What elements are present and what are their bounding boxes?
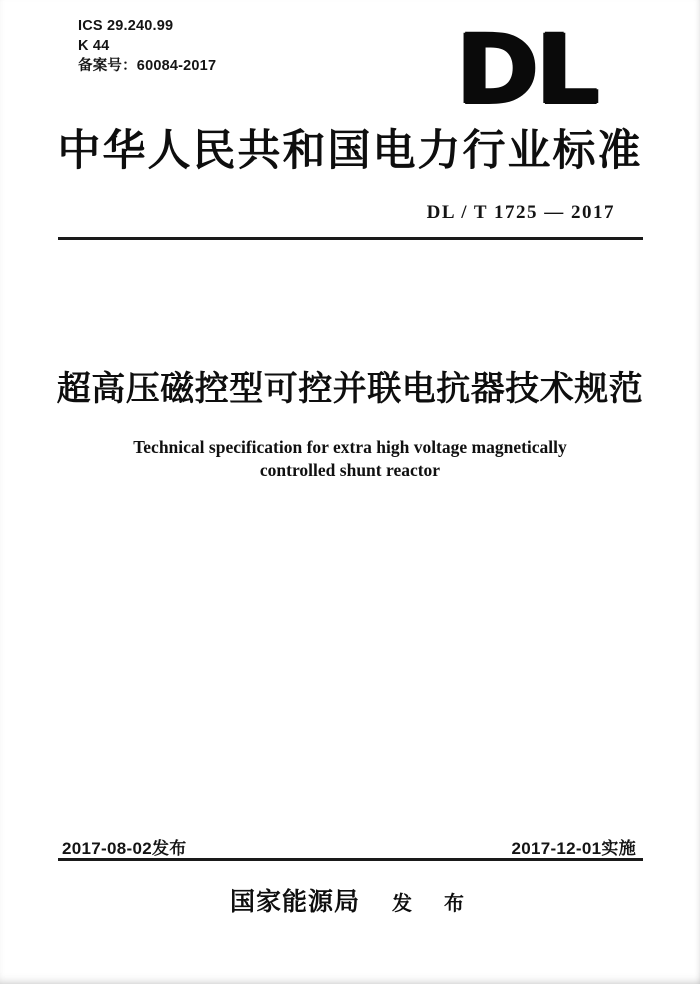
standard-type-heading: 中华人民共和国电力行业标准 bbox=[57, 128, 643, 175]
standard-title-cn: 超高压磁控型可控并联电抗器技术规范 bbox=[56, 370, 644, 408]
footer-rule bbox=[58, 858, 643, 861]
standard-title-en-line1: Technical specification for extra high voltage magnetically bbox=[133, 437, 567, 457]
record-number: 备案号：60084-2017 bbox=[78, 58, 217, 74]
publisher-row bbox=[0, 882, 700, 918]
header-rule bbox=[58, 237, 643, 240]
issue-date: 2017-08-02发布 bbox=[62, 839, 187, 858]
dl-logo: DL bbox=[456, 14, 597, 126]
implement-date: 2017-12-01实施 bbox=[511, 839, 636, 858]
publish-label: 发 布 bbox=[392, 893, 470, 915]
ics-code: ICS 29.240.99 bbox=[78, 18, 174, 34]
standard-number: DL / T 1725 — 2017 bbox=[426, 202, 615, 223]
standard-title-en-line2: controlled shunt reactor bbox=[259, 460, 441, 480]
publisher-name: 国家能源局 bbox=[229, 889, 360, 916]
date-row bbox=[62, 834, 636, 859]
classification-code: K 44 bbox=[78, 38, 110, 54]
document-meta-block bbox=[78, 16, 216, 76]
standard-title-en bbox=[0, 436, 700, 482]
